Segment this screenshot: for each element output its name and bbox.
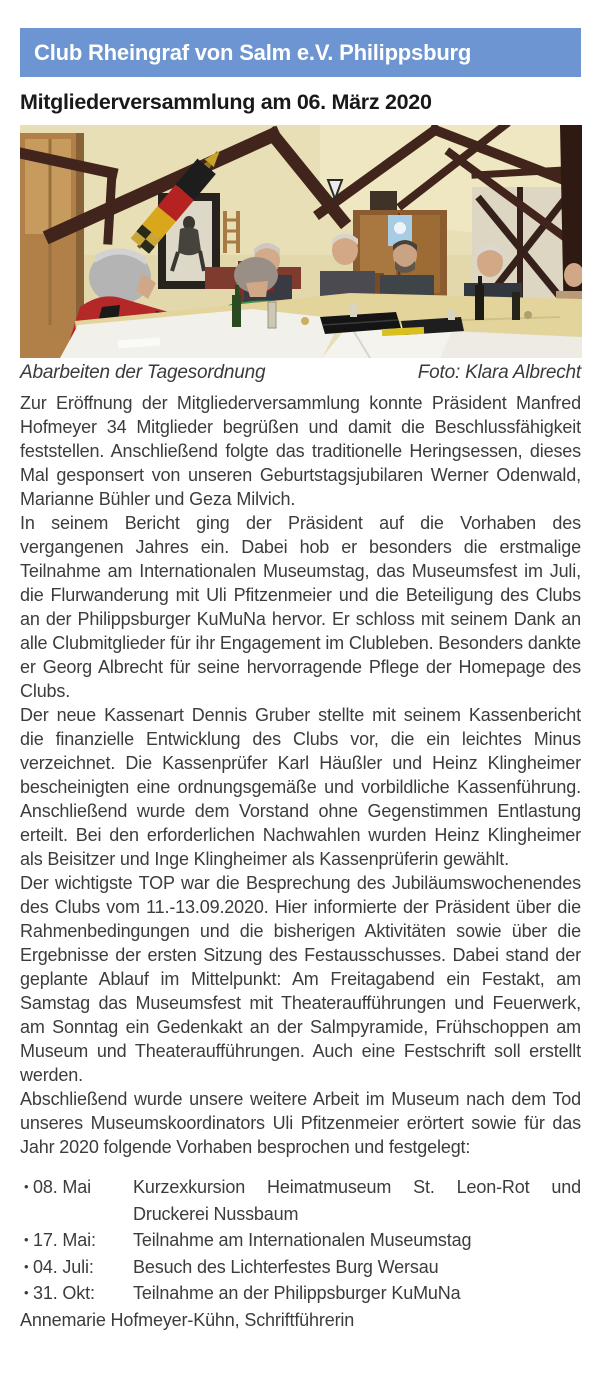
bullet-icon: • — [24, 1285, 29, 1300]
photo-caption-row — [20, 362, 581, 384]
agenda-item — [20, 1280, 581, 1307]
paragraph-anniversary: Der wichtigste TOP war die Besprechung des Jubiläumswochenendes des Clubs vom 11.-13.09.2020. Hier informierte der Präsident über die Rahmenbedingungen und die bisherigen Aktivitäten sowie über die Ergebnisse der ersten Sitzung des Festausschusses. Dabei stand der geplante Ablauf im Mittelpunkt: Am Freitagabend ein Festakt, am Samstag das Museumsfest mit Theateraufführungen und Feuerwerk, am Sonntag ein Gedenkakt an der Salmpyramide, Frühschoppen am Museum und Theateraufführungen. Auch eine Festschrift soll erstellt werden. — [20, 873, 581, 1085]
meeting-photo — [20, 125, 582, 358]
bullet-icon: • — [24, 1258, 29, 1274]
meeting-photo-figure — [20, 125, 581, 384]
article-heading: Mitgliederversammlung am 06. März 2020 — [20, 90, 432, 114]
photo-caption: Abarbeiten der Tagesordnung — [20, 362, 266, 383]
article-body — [20, 391, 581, 1159]
paragraph-treasury: Der neue Kassenart Dennis Gruber stellte mit seinem Kassenbericht die finanzielle Entwicklung des Clubs vor, die ein leichtes Minus verzeichnet. Die Kassenprüfer Karl Häußler und Heinz Klingheimer bescheinigten eine ordnungsgemäße und vorbildliche Kassenführung. Anschließend wurde dem Vorstand ohne Gegenstimmen Entlastung erteilt. Bei den erforderlichen Nachwahlen wurden Heinz Klingheimer als Beisitzer und Inge Klingheimer als Kassenprüferin gewählt. — [20, 705, 581, 869]
agenda-date: 04. Juli: — [33, 1256, 94, 1277]
agenda-date: 31. Okt: — [33, 1283, 95, 1303]
club-title-banner — [20, 28, 581, 77]
bullet-icon: • — [24, 1179, 29, 1194]
agenda-date: 17. Mai: — [33, 1230, 96, 1250]
agenda-text: Teilnahme an der Philippsburger KuMuNa — [133, 1283, 461, 1303]
agenda-text: Besuch des Lichterfestes Burg Wersau — [133, 1256, 439, 1277]
paragraph-opening: Zur Eröffnung der Mitgliederversammlung konnte Präsident Manfred Hofmeyer 34 Mitglieder begrüßen und damit die Beschlussfähigkeit feststellen. Anschließend folgte das traditionelle Heringsessen, dieses Mal gesponsert von unseren Geburtstagsjubilaren Werner Odenwald, Marianne Bühler und Geza Milvich. — [20, 393, 581, 509]
agenda-text: Kurzexkursion Heimatmuseum St. Leon-Rot und Druckerei Nussbaum — [133, 1177, 581, 1224]
meeting-photo-illustration — [20, 125, 582, 358]
agenda-item — [20, 1227, 581, 1254]
agenda-text: Teilnahme am Internationalen Museumstag — [133, 1230, 472, 1250]
paragraph-museum-plans: Abschließend wurde unsere weitere Arbeit im Museum nach dem Tod unseres Museumskoordinators Uli Pfitzenmeier erörtert sowie für das Jahr 2020 folgende Vorhaben besprochen und festgelegt: — [20, 1089, 581, 1157]
bullet-icon: • — [24, 1232, 29, 1247]
agenda-date: 08. Mai — [33, 1177, 91, 1197]
agenda-list — [20, 1174, 581, 1307]
agenda-item — [20, 1174, 581, 1227]
signature-line: Annemarie Hofmeyer-Kühn, Schriftführerin — [20, 1309, 355, 1330]
paragraph-president-report: In seinem Bericht ging der Präsident auf die Vorhaben des vergangenen Jahres ein. Dabei hob er besonders die erstmalige Teilnahme am Internationalen Museumstag, das Museumsfest im Juli, die Flurwanderung mit Uli Pfitzenmeier und die Beteiligung des Clubs an der Philippsburger KuMuNa hervor. Er schloss mit seinem Dank an alle Clubmitglieder für ihr Engagement im Clubleben. Besonders dankte er Georg Albrecht für seine hervorragende Pflege der Homepage des Clubs. — [20, 513, 581, 701]
photo-credit: Foto: Klara Albrecht — [417, 362, 581, 383]
agenda-item — [20, 1254, 581, 1281]
club-title: Club Rheingraf von Salm e.V. Philippsburg — [34, 39, 472, 65]
